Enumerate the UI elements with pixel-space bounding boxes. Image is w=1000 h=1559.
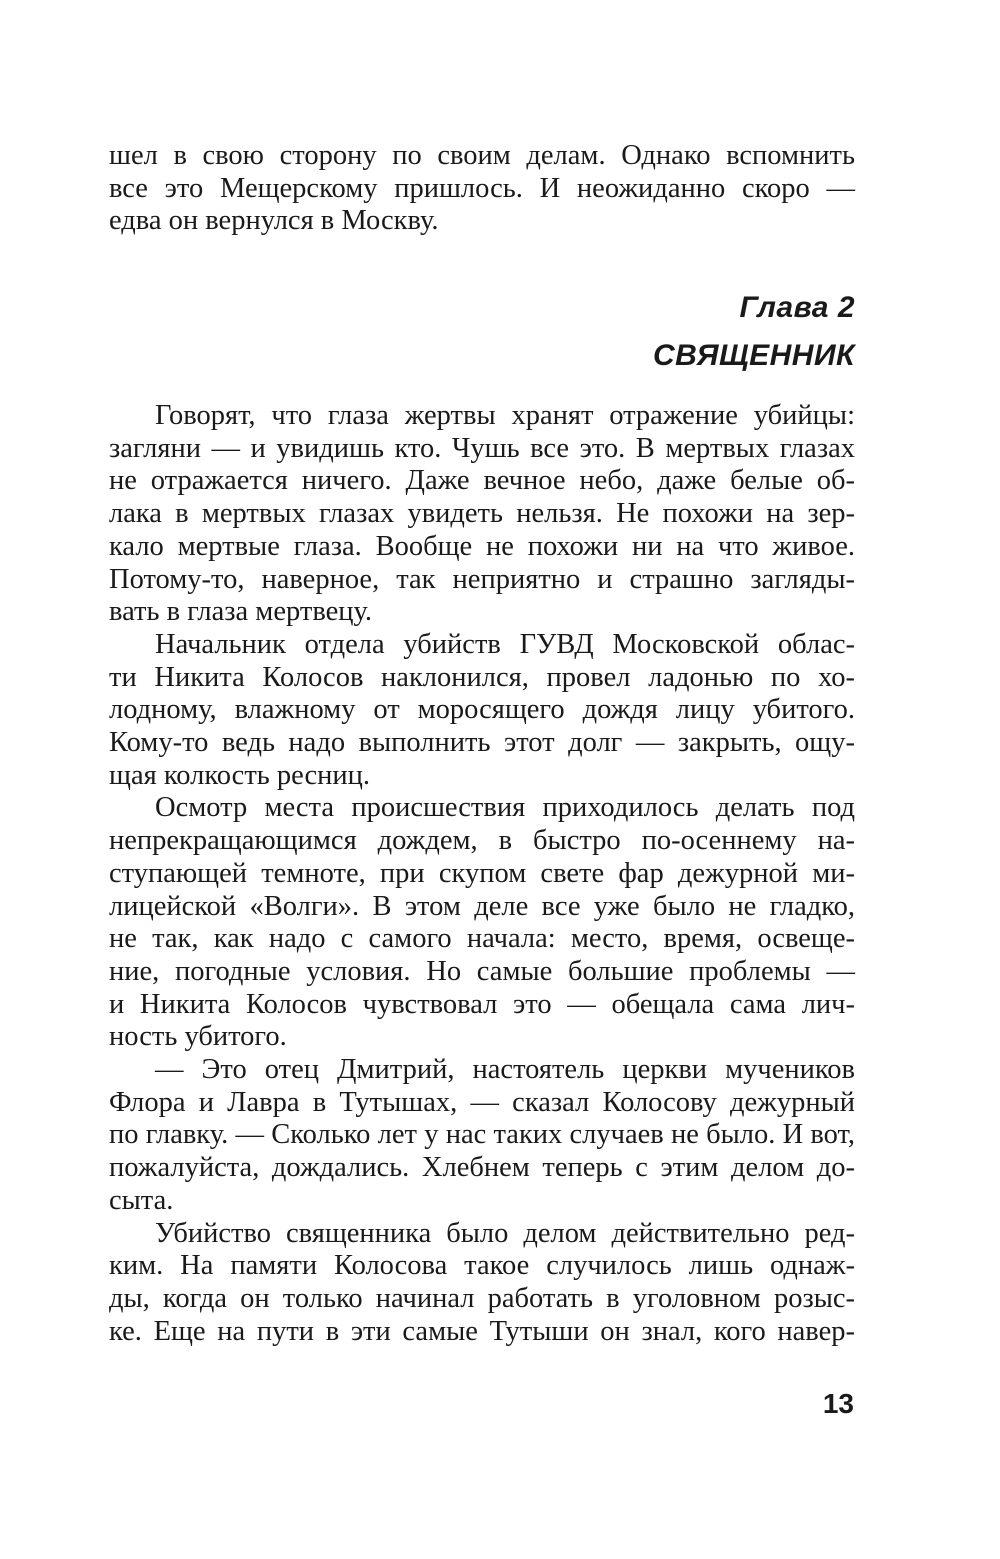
intro-text: [109, 140, 855, 238]
text-line: Флора и Лавра в Тутышах, — сказал Колосову дежурный: [109, 1086, 855, 1118]
text-line: ние, погодные условия. Но самые большие проблемы —: [109, 955, 855, 987]
text-line: вать в глаза мертвецу.: [109, 596, 373, 628]
text-line: — Это отец Дмитрий, настоятель церкви мучеников: [155, 1054, 855, 1086]
text-line: щая колкость ресниц.: [109, 759, 371, 791]
text-line: Осмотр места происшествия приходилось делать под: [155, 792, 855, 824]
text-line: ким. На памяти Колосова такое случилось лишь однаж-: [109, 1250, 855, 1282]
page-number: 13: [822, 1388, 854, 1419]
text-line: по главку. — Сколько лет у нас таких случаев не было. И вот,: [109, 1119, 855, 1151]
text-line: Начальник отдела убийств ГУВД Московской облас-: [155, 628, 855, 660]
text-line: ти Никита Колосов наклонился, провел ладонью по хо-: [109, 661, 855, 693]
text-line: ке. Еще на пути в эти самые Тутыши он знал, кого навер-: [109, 1315, 855, 1347]
text-line: не отражается ничего. Даже вечное небо, даже белые об-: [109, 465, 855, 497]
text-line: Кому-то ведь надо выполнить этот долг — закрыть, ощу-: [109, 727, 855, 759]
text-line: ступающей темноте, при скупом свете фар дежурной ми-: [109, 857, 855, 889]
chapter-title: СВЯЩЕННИК: [653, 339, 855, 372]
text-line: Потому-то, наверное, так неприятно и страшно загляды-: [109, 563, 855, 595]
text-line: непрекращающимся дождем, в быстро по-осеннему на-: [109, 825, 855, 857]
chapter-number: Глава 2: [739, 291, 855, 324]
paragraph: [109, 400, 855, 629]
paragraph: [109, 1054, 855, 1218]
text-line: загляни — и увидишь кто. Чушь все это. В мертвых глазах: [109, 432, 855, 464]
text-line: лодному, влажному от моросящего дождя лицу убитого.: [109, 694, 855, 726]
text-line: сыта.: [109, 1184, 174, 1216]
body-text: [109, 400, 855, 1348]
text-line: лицейской «Волги». В этом деле все уже было не гладко,: [109, 890, 855, 922]
text-line: лака в мертвых глазах увидеть нельзя. Не похожи на зер-: [109, 498, 855, 530]
text-line: шел в свою сторону по своим делам. Однако вспомнить: [109, 140, 855, 171]
text-line: и Никита Колосов чувствовал это — обещала сама лич-: [109, 988, 855, 1020]
paragraph: [109, 629, 855, 793]
text-line: ность убитого.: [109, 1021, 287, 1053]
text-line: Убийство священника было делом действительно ред-: [155, 1217, 855, 1249]
text-line: Говорят, что глаза жертвы хранят отражение убийцы:: [155, 400, 855, 431]
text-line: все это Мещерскому пришлось. И неожиданно скоро —: [109, 172, 855, 204]
paragraph: [109, 1218, 855, 1349]
text-line: кало мертвые глаза. Вообще не похожи ни на что живое.: [109, 530, 855, 562]
text-line: едва он вернулся в Москву.: [109, 205, 439, 237]
text-line: не так, как надо с самого начала: место, время, освеще-: [109, 923, 855, 955]
text-line: ды, когда он только начинал работать в уголовном розыс-: [109, 1282, 855, 1314]
paragraph: [109, 792, 855, 1054]
text-line: пожалуйста, дождались. Хлебнем теперь с этим делом до-: [109, 1152, 855, 1184]
